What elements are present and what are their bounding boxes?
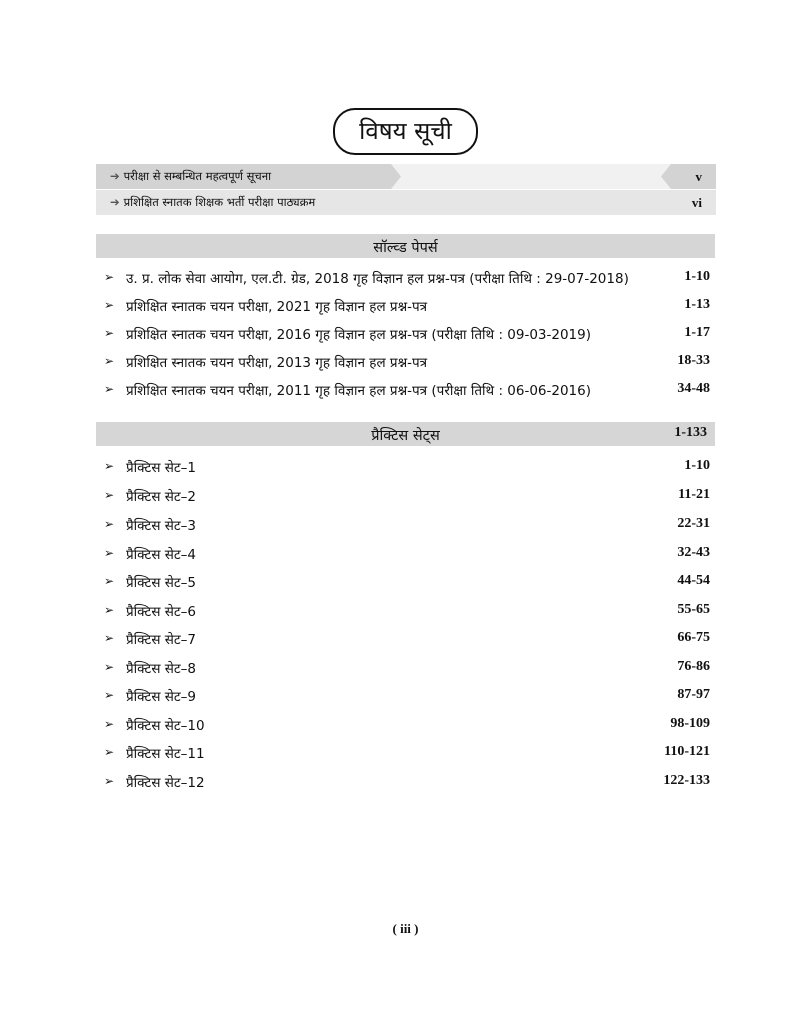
list-item-text: प्रशिक्षित स्नातक चयन परीक्षा, 2011 गृह विज्ञान हल प्रश्न-पत्र (परीक्षा तिथि : 06-06-2016) [126, 383, 592, 399]
list-item[interactable] [104, 381, 710, 401]
arrow-right-icon: ➔ [110, 195, 120, 209]
list-item-text: प्रैक्टिस सेट–11 [126, 746, 205, 762]
list-item-text: प्रैक्टिस सेट–9 [126, 689, 197, 705]
info-row-label-wrap [110, 169, 271, 184]
list-item-text: प्रैक्टिस सेट–6 [126, 604, 197, 620]
arrowhead-bullet-icon: ➢ [104, 688, 115, 702]
arrowhead-bullet-icon: ➢ [104, 603, 115, 617]
arrowhead-bullet-icon: ➢ [104, 270, 115, 284]
list-item[interactable] [104, 659, 710, 679]
list-item-text: प्रैक्टिस सेट–1 [126, 460, 197, 476]
list-item-page: 110-121 [664, 744, 710, 759]
arrowhead-bullet-icon: ➢ [104, 459, 115, 473]
arrowhead-bullet-icon: ➢ [104, 326, 115, 340]
list-item-page: 44-54 [677, 573, 710, 588]
list-item-page: 1-10 [684, 269, 710, 284]
list-item[interactable] [104, 516, 710, 536]
list-item[interactable] [104, 297, 710, 317]
arrowhead-bullet-icon: ➢ [104, 631, 115, 645]
section-heading-text: सॉल्व्ड पेपर्स [373, 240, 438, 256]
arrowhead-bullet-icon: ➢ [104, 298, 115, 312]
list-item-text: प्रैक्टिस सेट–10 [126, 718, 205, 734]
info-row-label: परीक्षा से सम्बन्धित महत्वपूर्ण सूचना [123, 169, 272, 183]
list-item[interactable] [104, 325, 710, 345]
list-item[interactable] [104, 353, 710, 373]
list-item-page: 1-17 [684, 325, 710, 340]
list-item-page: 98-109 [670, 716, 710, 731]
section-heading-text: प्रैक्टिस सेट्स [371, 428, 440, 444]
info-row-page: v [695, 169, 702, 184]
list-item-page: 55-65 [677, 602, 710, 617]
info-row-label-wrap [110, 195, 315, 210]
list-item-text: प्रैक्टिस सेट–12 [126, 775, 205, 791]
arrowhead-bullet-icon: ➢ [104, 354, 115, 368]
list-item-page: 32-43 [677, 545, 710, 560]
list-item-text: प्रैक्टिस सेट–2 [126, 489, 197, 505]
arrowhead-bullet-icon: ➢ [104, 745, 115, 759]
page-title: विषय सूची [333, 108, 478, 155]
arrowhead-bullet-icon: ➢ [104, 546, 115, 560]
list-item[interactable] [104, 773, 710, 793]
arrowhead-bullet-icon: ➢ [104, 488, 115, 502]
list-item-page: 1-10 [684, 458, 710, 473]
list-item-page: 18-33 [677, 353, 710, 368]
section-heading-pages: 1-133 [674, 425, 707, 440]
info-row-label: प्रशिक्षित स्नातक शिक्षक भर्ती परीक्षा पाठ्यक्रम [123, 195, 316, 209]
list-item-page: 1-13 [684, 297, 710, 312]
list-item-page: 34-48 [677, 381, 710, 396]
info-row[interactable] [96, 164, 716, 189]
list-item[interactable] [104, 744, 710, 764]
list-item-page: 87-97 [677, 687, 710, 702]
list-item[interactable] [104, 602, 710, 622]
list-item-text: प्रैक्टिस सेट–5 [126, 575, 197, 591]
list-item-page: 22-31 [677, 516, 710, 531]
arrow-right-icon: ➔ [110, 169, 120, 183]
list-item-text: प्रशिक्षित स्नातक चयन परीक्षा, 2016 गृह विज्ञान हल प्रश्न-पत्र (परीक्षा तिथि : 09-03-2019) [126, 327, 592, 343]
list-item[interactable] [104, 545, 710, 565]
list-item-text: प्रैक्टिस सेट–8 [126, 661, 197, 677]
arrowhead-bullet-icon: ➢ [104, 382, 115, 396]
arrowhead-bullet-icon: ➢ [104, 574, 115, 588]
list-item[interactable] [104, 687, 710, 707]
list-item-page: 66-75 [677, 630, 710, 645]
list-item[interactable] [104, 573, 710, 593]
list-item[interactable] [104, 487, 710, 507]
page-number-footer: ( iii ) [392, 921, 419, 936]
list-item-page: 76-86 [677, 659, 710, 674]
arrowhead-bullet-icon: ➢ [104, 517, 115, 531]
list-item-text: प्रशिक्षित स्नातक चयन परीक्षा, 2013 गृह विज्ञान हल प्रश्न-पत्र [126, 355, 428, 371]
arrowhead-bullet-icon: ➢ [104, 717, 115, 731]
list-item[interactable] [104, 630, 710, 650]
title-container [0, 108, 811, 155]
list-item-text: प्रैक्टिस सेट–7 [126, 632, 197, 648]
info-row[interactable] [96, 190, 716, 215]
list-item-text: प्रैक्टिस सेट–4 [126, 547, 197, 563]
list-item-text: प्रैक्टिस सेट–3 [126, 518, 197, 534]
list-item[interactable] [104, 458, 710, 478]
list-item-page: 122-133 [663, 773, 710, 788]
list-item-text: उ. प्र. लोक सेवा आयोग, एल.टी. ग्रेड, 2018 गृह विज्ञान हल प्रश्न-पत्र (परीक्षा तिथि : 29-07-2018) [126, 271, 629, 287]
solved-papers-heading [96, 234, 715, 258]
arrowhead-bullet-icon: ➢ [104, 660, 115, 674]
list-item[interactable] [104, 269, 710, 289]
info-row-page: vi [691, 195, 702, 210]
practice-sets-heading [96, 422, 715, 446]
list-item[interactable] [104, 716, 710, 736]
list-item-page: 11-21 [678, 487, 710, 502]
list-item-text: प्रशिक्षित स्नातक चयन परीक्षा, 2021 गृह विज्ञान हल प्रश्न-पत्र [126, 299, 428, 315]
arrowhead-bullet-icon: ➢ [104, 774, 115, 788]
